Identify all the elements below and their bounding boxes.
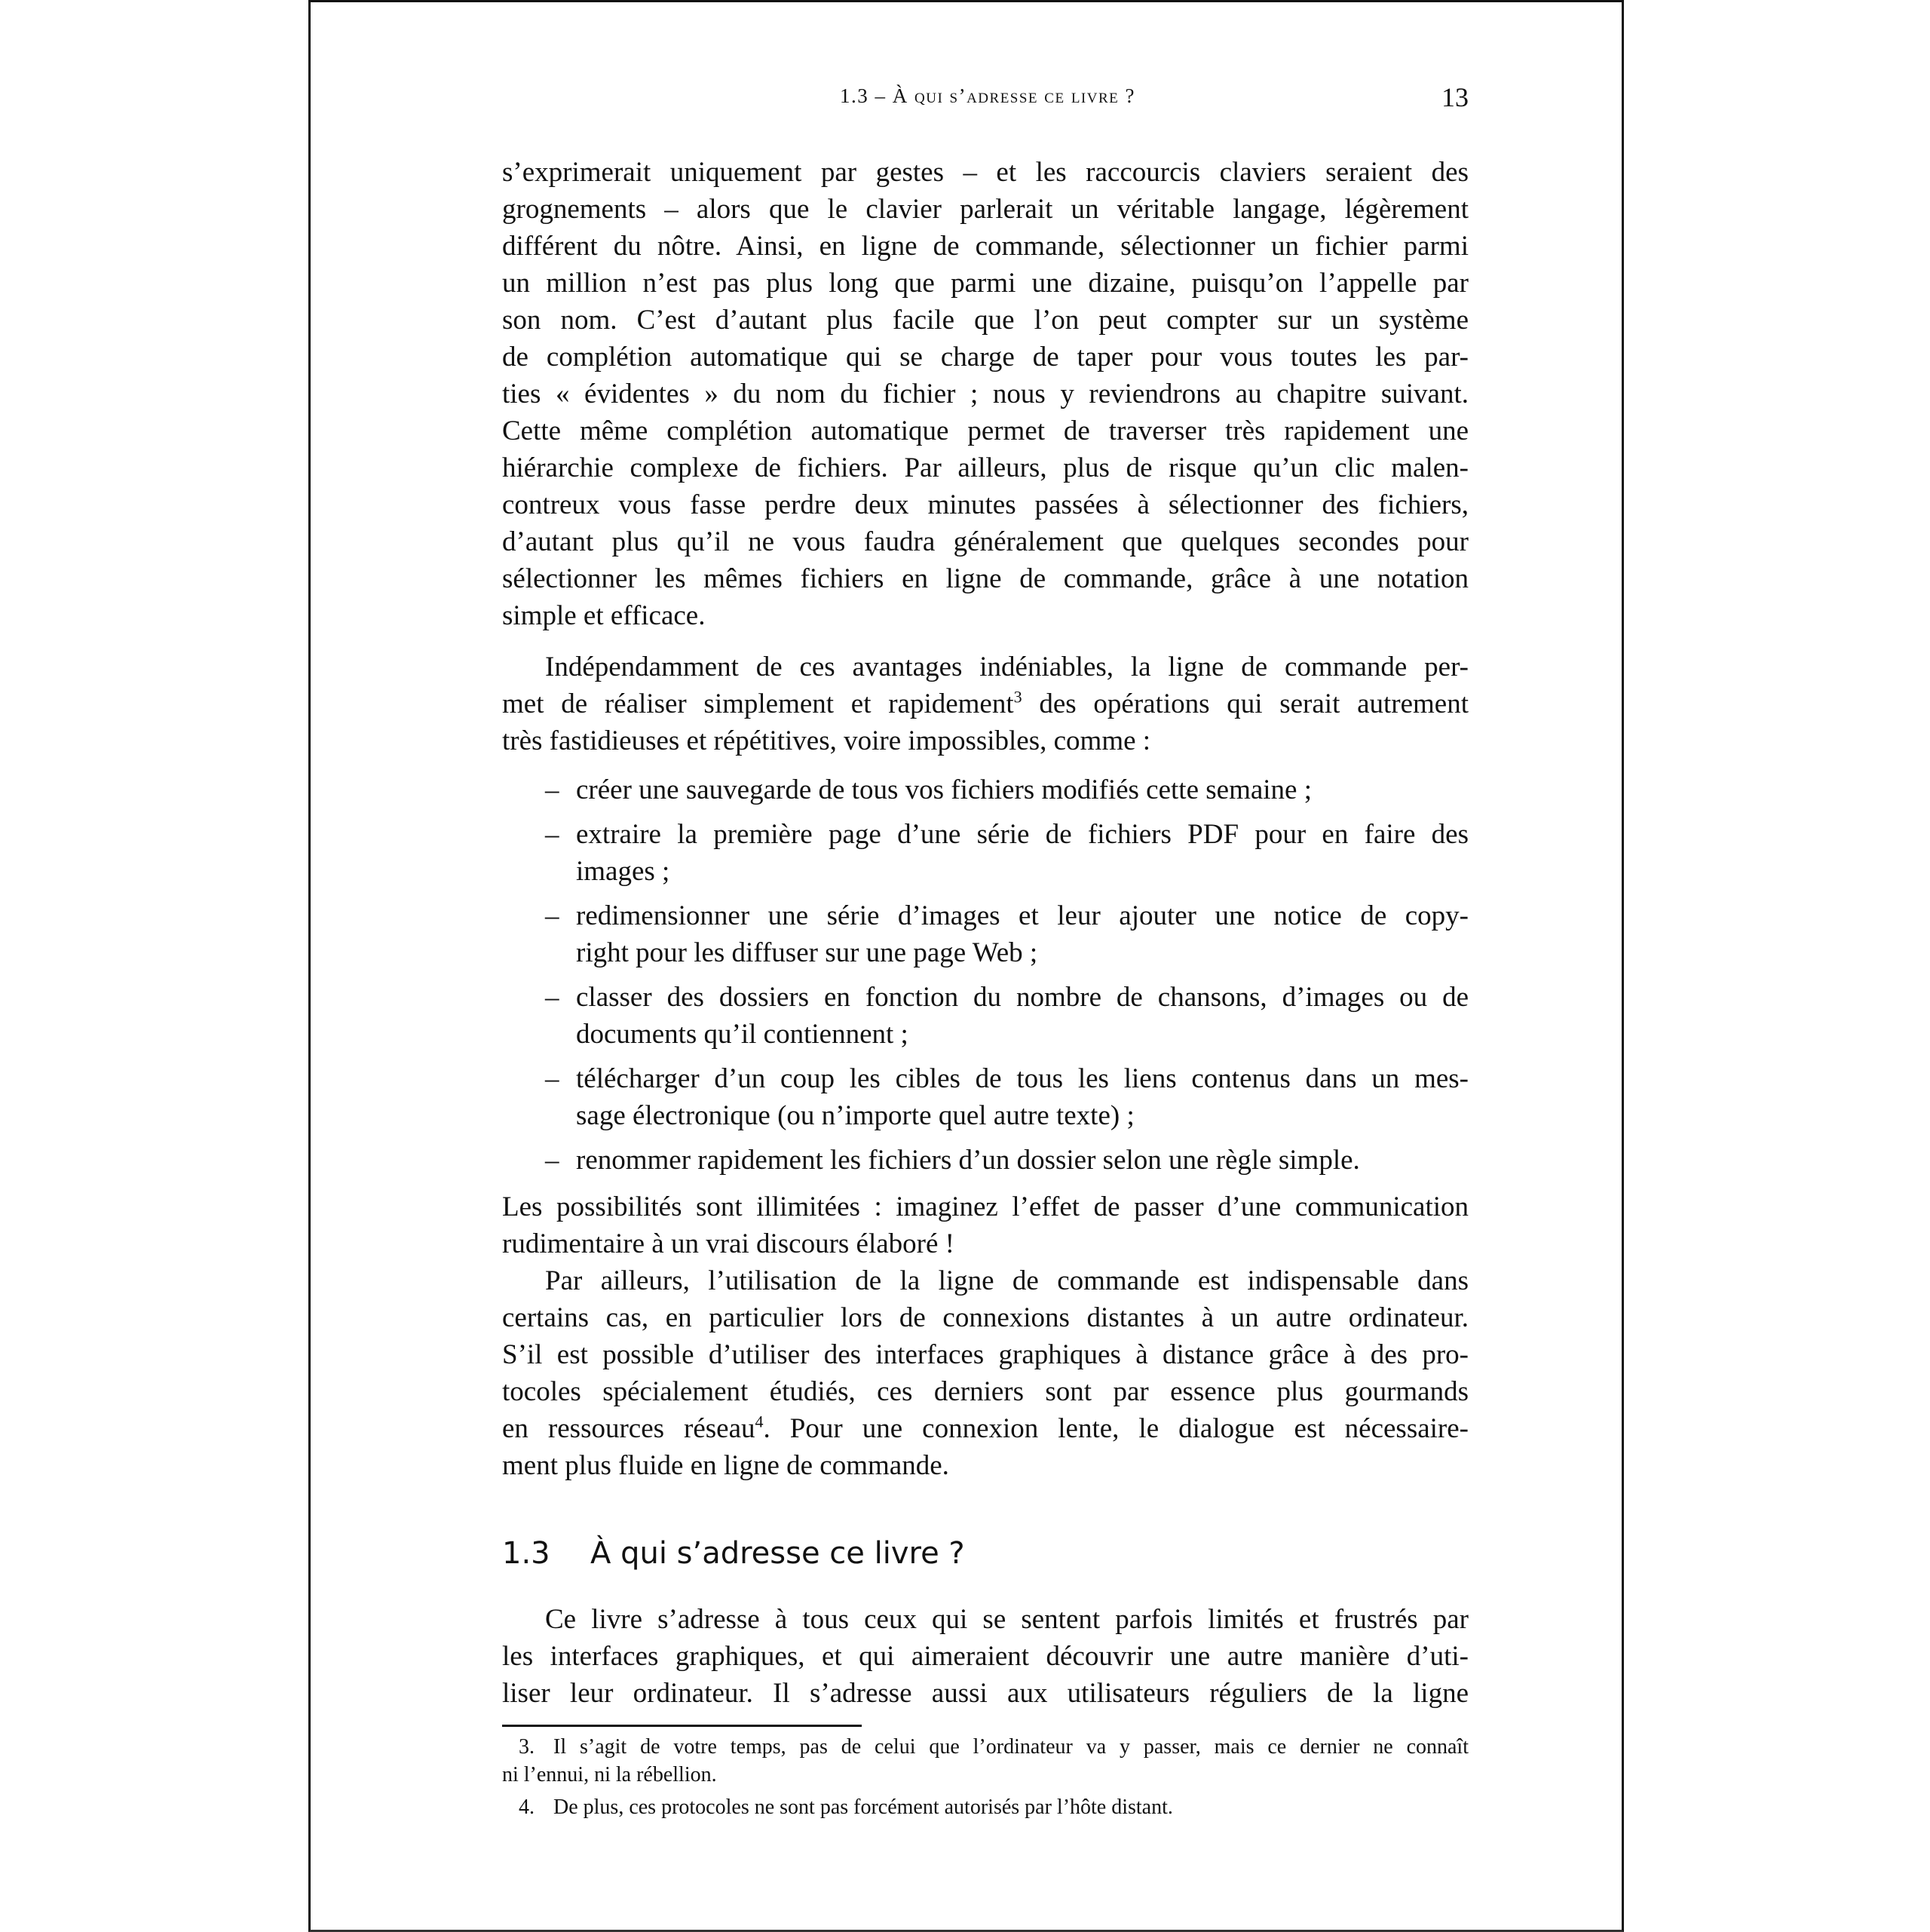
text-line: rudimentaire à un vrai discours élaboré ! <box>502 1228 954 1259</box>
dash-bullet-icon: – <box>545 819 559 850</box>
text-span: des opérations qui serait autrement <box>1022 688 1469 719</box>
text-line-with-footnote-ref <box>502 1410 1469 1447</box>
footnote-number: 3. <box>519 1735 535 1759</box>
text-line: différent du nôtre. Ainsi, en ligne de commande, sélectionner un fichier parmi <box>502 231 1469 262</box>
text-line: certains cas, en particulier lors de connexions distantes à un autre ordinateur. <box>502 1302 1469 1333</box>
list-item-text: classer des dossiers en fonction du nombre de chansons, d’images ou de <box>576 982 1469 1013</box>
section-title: À qui s’adresse ce livre ? <box>590 1536 965 1571</box>
text-line: Ce livre s’adresse à tous ceux qui se sentent parfois limités et frustrés par <box>545 1604 1469 1635</box>
list-item-text: sage électronique (ou n’importe quel autre texte) ; <box>576 1100 1135 1131</box>
text-line: tocoles spécialement étudiés, ces derniers sont par essence plus gourmands <box>502 1376 1469 1407</box>
text-span: en ressources réseau <box>502 1413 755 1444</box>
footnote-ref-3[interactable]: 3 <box>1013 687 1022 707</box>
dash-bullet-icon: – <box>545 774 559 805</box>
text-line: Indépendamment de ces avantages indéniables, la ligne de commande per- <box>545 652 1469 682</box>
footnote-4 <box>519 1793 1469 1821</box>
footnote-3 <box>519 1733 1469 1761</box>
text-line: sélectionner les mêmes fichiers en ligne de commande, grâce à une notation <box>502 563 1469 594</box>
section-heading <box>502 1535 965 1572</box>
text-line: s’exprimerait uniquement par gestes – et les raccourcis claviers seraient des <box>502 157 1469 188</box>
list-item-text: images ; <box>576 856 670 887</box>
list-item-text: right pour les diffuser sur une page Web ; <box>576 937 1038 968</box>
footnote-text: De plus, ces protocoles ne sont pas forcément autorisés par l’hôte distant. <box>553 1796 1173 1819</box>
text-line: Par ailleurs, l’utilisation de la ligne de commande est indispensable dans <box>545 1265 1469 1296</box>
dash-bullet-icon: – <box>545 1145 559 1176</box>
list-item-text: redimensionner une série d’images et leur ajouter une notice de copy- <box>576 900 1469 931</box>
footnote-text: Il s’agit de votre temps, pas de celui que l’ordinateur va y passer, mais ce dernier ne connaît <box>553 1735 1469 1759</box>
text-line: très fastidieuses et répétitives, voire impossibles, comme : <box>502 725 1151 756</box>
text-line-with-footnote-ref <box>502 685 1469 722</box>
page-number: 13 <box>1441 82 1469 112</box>
text-line: les interfaces graphiques, et qui aimeraient découvrir une autre manière d’uti- <box>502 1641 1469 1672</box>
text-line: simple et efficace. <box>502 600 706 631</box>
text-span: . Pour une connexion lente, le dialogue est nécessaire- <box>763 1413 1469 1444</box>
text-span: met de réaliser simplement et rapidement <box>502 688 1014 719</box>
list-item-text: télécharger d’un coup les cibles de tous les liens contenus dans un mes- <box>576 1063 1469 1094</box>
dash-bullet-icon: – <box>545 1063 559 1094</box>
list-item-text: renommer rapidement les fichiers d’un dossier selon une règle simple. <box>576 1145 1360 1176</box>
text-line: S’il est possible d’utiliser des interfaces graphiques à distance grâce à des pro- <box>502 1339 1469 1370</box>
list-item-text: extraire la première page d’une série de fichiers PDF pour en faire des <box>576 819 1469 850</box>
text-line: Cette même complétion automatique permet de traverser très rapidement une <box>502 416 1469 446</box>
dash-bullet-icon: – <box>545 982 559 1013</box>
footnote-rule <box>502 1725 862 1727</box>
running-header: 1.3 – À qui s’adresse ce livre ? <box>840 84 1135 107</box>
text-line: hiérarchie complexe de fichiers. Par ailleurs, plus de risque qu’un clic malen- <box>502 452 1469 483</box>
footnote-3-continued: ni l’ennui, ni la rébellion. <box>502 1763 717 1786</box>
text-line: liser leur ordinateur. Il s’adresse aussi aux utilisateurs réguliers de la ligne <box>502 1678 1469 1709</box>
footnote-ref-4[interactable]: 4 <box>755 1412 764 1431</box>
list-item-text: créer une sauvegarde de tous vos fichiers modifiés cette semaine ; <box>576 774 1313 805</box>
text-line: grognements – alors que le clavier parlerait un véritable langage, légèrement <box>502 194 1469 225</box>
dash-bullet-icon: – <box>545 900 559 931</box>
text-line: contreux vous fasse perdre deux minutes passées à sélectionner des fichiers, <box>502 489 1469 520</box>
text-line: un million n’est pas plus long que parmi une dizaine, puisqu’on l’appelle par <box>502 268 1469 299</box>
section-number: 1.3 <box>502 1536 550 1571</box>
footnote-number: 4. <box>519 1796 535 1819</box>
text-line: de complétion automatique qui se charge de taper pour vous toutes les par- <box>502 342 1469 373</box>
text-line: Les possibilités sont illimitées : imaginez l’effet de passer d’une communication <box>502 1191 1469 1222</box>
list-item-text: documents qu’il contiennent ; <box>576 1019 908 1050</box>
text-line: ment plus fluide en ligne de commande. <box>502 1450 949 1481</box>
text-line: d’autant plus qu’il ne vous faudra généralement que quelques secondes pour <box>502 526 1469 557</box>
text-line: son nom. C’est d’autant plus facile que l’on peut compter sur un système <box>502 305 1469 336</box>
text-line: ties « évidentes » du nom du fichier ; nous y reviendrons au chapitre suivant. <box>502 379 1469 409</box>
